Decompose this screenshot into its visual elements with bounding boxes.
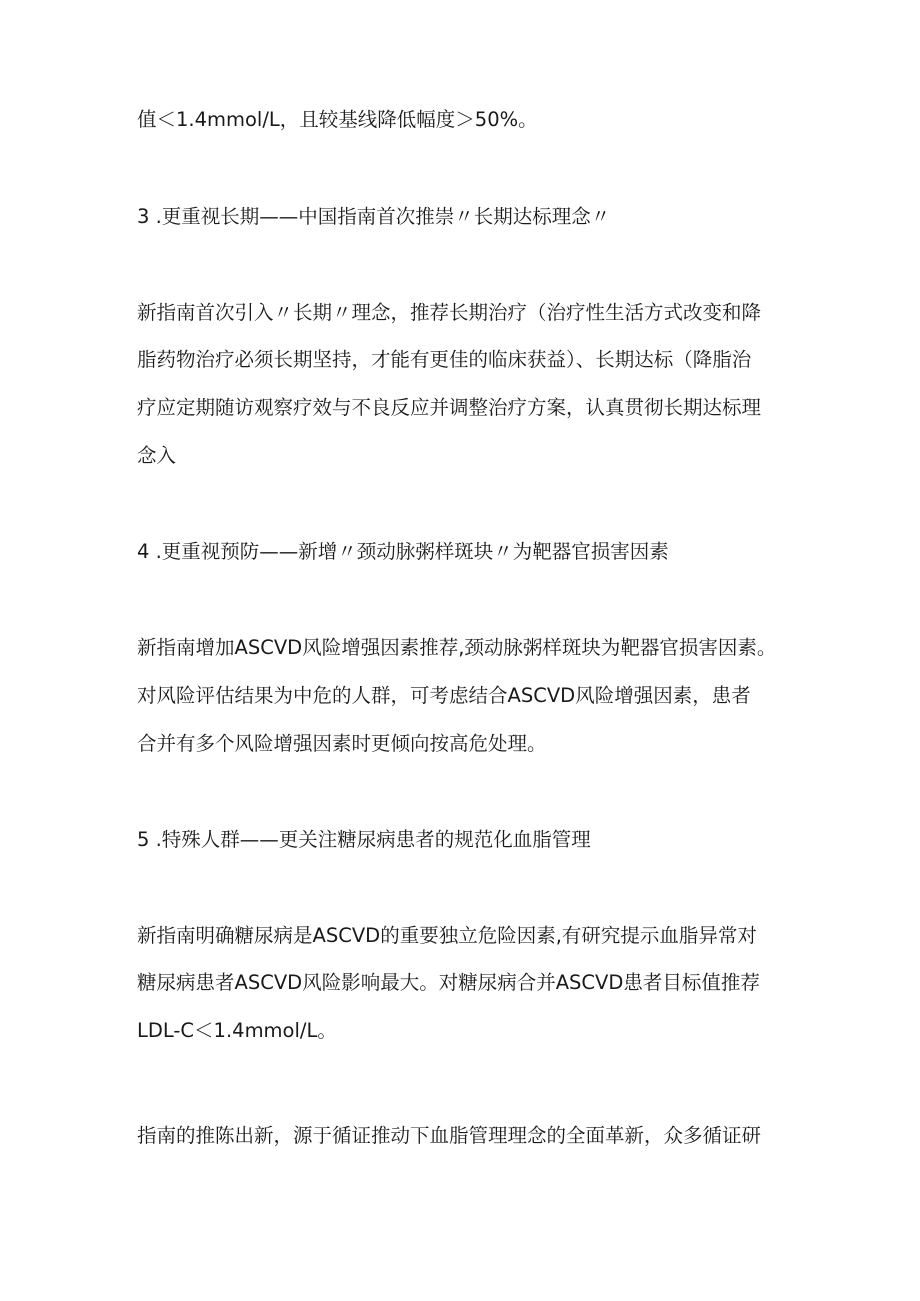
paragraph-line: 新指南明确糖尿病是ASCVD的重要独立危险因素,有研究提示血脂异常对 — [137, 924, 757, 947]
paragraph-line: 脂药物治疗必须长期坚持，才能有更佳的临床获益）、长期达标（降脂治 — [137, 348, 752, 371]
section-heading-5: 5 .特殊人群——更关注糖尿病患者的规范化血脂管理 — [137, 828, 591, 851]
paragraph-line: 对风险评估结果为中危的人群，可考虑结合ASCVD风险增强因素，患者 — [137, 684, 751, 707]
section-heading-3: 3 .更重视长期——中国指南首次推崇〃长期达标理念〃 — [137, 205, 611, 228]
paragraph-line: 新指南首次引入〃长期〃理念，推荐长期治疗（治疗性生活方式改变和降 — [137, 301, 762, 324]
paragraph-line: 新指南增加ASCVD风险增强因素推荐,颈动脉粥样斑块为靶器官损害因素。 — [137, 636, 777, 659]
paragraph-line: 疗应定期随访观察疗效与不良反应并调整治疗方案，认真贯彻长期达标理 — [137, 396, 762, 419]
paragraph-line: LDL-C＜1.4mmol/L。 — [137, 1019, 337, 1042]
paragraph-line: 念入 — [137, 444, 177, 467]
section-heading-4: 4 .更重视预防——新增〃颈动脉粥样斑块〃为靶器官损害因素 — [137, 540, 669, 563]
paragraph-line: 糖尿病患者ASCVD风险影响最大。对糖尿病合并ASCVD患者目标值推荐 — [137, 971, 760, 994]
paragraph-line: 合并有多个风险增强因素时更倾向按高危处理。 — [137, 732, 547, 755]
paragraph-line-continuation: 值＜1.4mmol/L，且较基线降低幅度＞50%。 — [137, 108, 538, 131]
paragraph-line: 指南的推陈出新，源于循证推动下血脂管理理念的全面革新，众多循证研 — [137, 1124, 762, 1147]
